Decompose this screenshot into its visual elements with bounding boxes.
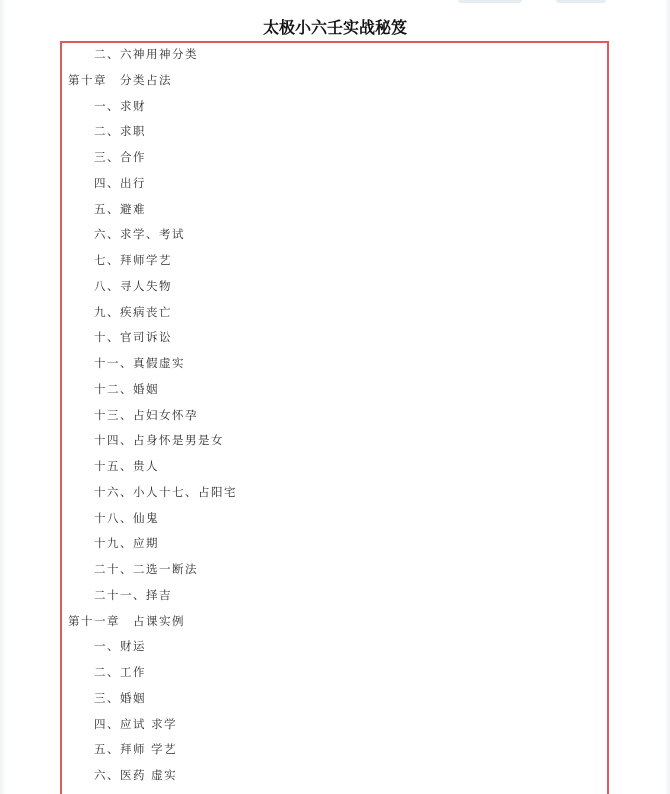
toc-section-item: 十、官司诉讼	[94, 330, 172, 345]
toc-section-item: 五、避难	[94, 201, 146, 216]
toc-section-item: 二十、二选一断法	[94, 562, 198, 576]
toc-section-item: 八、寻人失物	[94, 278, 172, 293]
toc-section-item: 四、应试 求学	[94, 716, 178, 731]
toc-section-item: 二十一、择吉	[94, 587, 172, 602]
page-edge-left	[0, 0, 6, 794]
toc-section-item: 一、求财	[94, 98, 146, 113]
toc-section-item: 三、合作	[94, 150, 146, 164]
toc-section-item: 二、工作	[94, 665, 146, 679]
toc-chapter-heading: 第十一章 占课实例	[68, 613, 185, 628]
toc-section-item: 一、财运	[94, 639, 146, 654]
toc-section-item: 十二、婚姻	[94, 381, 159, 396]
document-title: 太极小六壬实战秘笈	[262, 18, 407, 37]
toc-section-item: 四、出行	[94, 175, 146, 190]
toc-section-item: 七、拜师学艺	[94, 253, 172, 267]
toc-section-item: 五、拜师 学艺	[94, 742, 178, 757]
toc-list	[62, 42, 607, 789]
toc-section-item: 六、求学、考试	[94, 227, 185, 242]
toc-section-item: 二、六神用神分类	[94, 47, 198, 61]
top-tab-right[interactable]	[556, 0, 606, 3]
toc-section-item: 二、求职	[94, 124, 146, 139]
toc-section-item: 十四、占身怀是男是女	[94, 433, 224, 448]
toc-chapter-heading: 第十章 分类占法	[68, 72, 172, 87]
toc-section-item: 十六、小人十七、占阳宅	[94, 484, 237, 499]
page-edge-right	[664, 0, 670, 794]
toc-section-item: 十五、贵人	[94, 459, 159, 473]
toc-section-item: 九、疾病丧亡	[94, 304, 172, 319]
toc-section-item: 三、婚姻	[94, 690, 146, 705]
toc-section-item: 十八、仙鬼	[94, 510, 159, 525]
toc-highlight-box	[60, 41, 609, 794]
toc-section-item: 六、医药 虚实	[94, 768, 178, 782]
toc-section-item: 十三、占妇女怀孕	[94, 407, 198, 422]
top-tab-left[interactable]	[458, 0, 522, 3]
toc-section-item: 十一、真假虚实	[94, 356, 185, 370]
toc-section-item: 十九、应期	[94, 536, 159, 551]
